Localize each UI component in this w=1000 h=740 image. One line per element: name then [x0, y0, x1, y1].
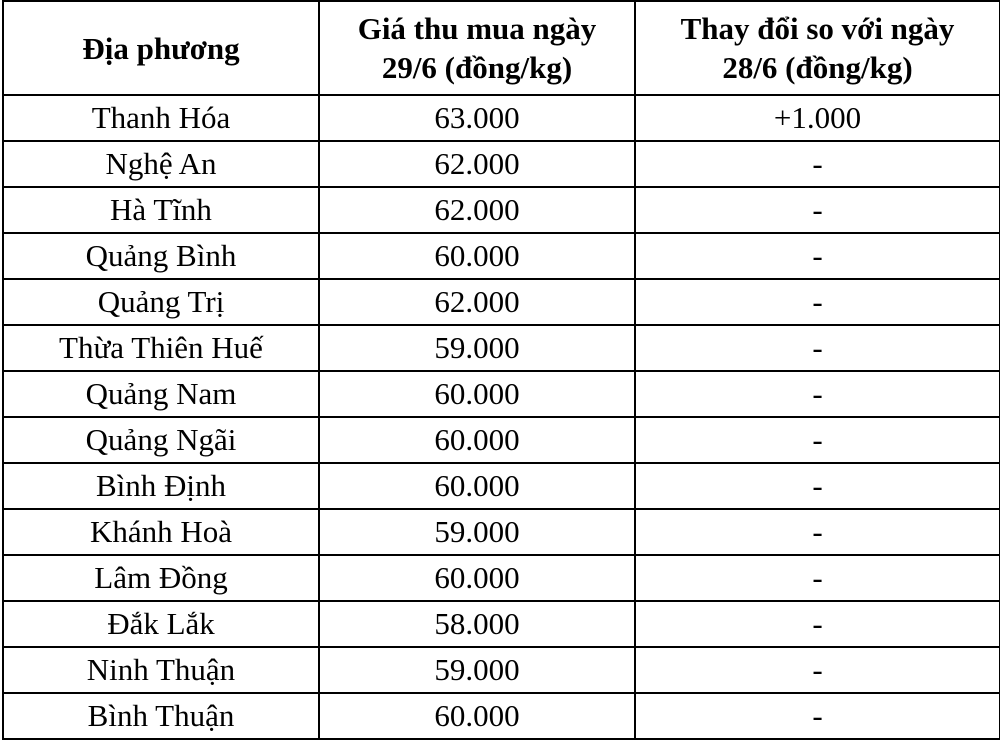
table-row — [3, 187, 1000, 233]
table-row — [3, 693, 1000, 739]
cell-change: - — [635, 693, 1000, 739]
table-row — [3, 509, 1000, 555]
cell-change: - — [635, 509, 1000, 555]
cell-region: Quảng Trị — [3, 279, 319, 325]
header-region-label: Địa phương — [82, 30, 240, 66]
table-row — [3, 233, 1000, 279]
table-row — [3, 463, 1000, 509]
table-header — [3, 1, 1000, 95]
header-change-line1: Thay đổi so với ngày — [680, 11, 955, 46]
cell-price: 60.000 — [319, 463, 635, 509]
cell-change: - — [635, 233, 1000, 279]
cell-region: Ninh Thuận — [3, 647, 319, 693]
cell-region: Quảng Nam — [3, 371, 319, 417]
cell-region: Lâm Đồng — [3, 555, 319, 601]
header-region — [3, 1, 319, 95]
cell-price: 59.000 — [319, 647, 635, 693]
header-change-line2: 28/6 (đồng/kg) — [722, 50, 913, 85]
cell-price: 60.000 — [319, 555, 635, 601]
cell-change: - — [635, 371, 1000, 417]
cell-region: Hà Tĩnh — [3, 187, 319, 233]
table-row — [3, 279, 1000, 325]
table-row — [3, 555, 1000, 601]
cell-change: - — [635, 417, 1000, 463]
cell-price: 59.000 — [319, 325, 635, 371]
cell-change: - — [635, 141, 1000, 187]
cell-price: 62.000 — [319, 279, 635, 325]
cell-change: +1.000 — [635, 95, 1000, 141]
cell-region: Đắk Lắk — [3, 601, 319, 647]
cell-change: - — [635, 647, 1000, 693]
cell-region: Quảng Ngãi — [3, 417, 319, 463]
cell-change: - — [635, 601, 1000, 647]
cell-price: 60.000 — [319, 233, 635, 279]
cell-region: Nghệ An — [3, 141, 319, 187]
cell-change: - — [635, 555, 1000, 601]
table-row — [3, 325, 1000, 371]
cell-change: - — [635, 187, 1000, 233]
header-price-line2: 29/6 (đồng/kg) — [381, 50, 573, 85]
cell-price: 60.000 — [319, 371, 635, 417]
cell-price: 58.000 — [319, 601, 635, 647]
header-price — [319, 1, 635, 95]
header-row — [3, 1, 1000, 95]
cell-price: 59.000 — [319, 509, 635, 555]
cell-region: Quảng Bình — [3, 233, 319, 279]
table-row — [3, 371, 1000, 417]
cell-region: Thừa Thiên Huế — [3, 325, 319, 371]
cell-region: Thanh Hóa — [3, 95, 319, 141]
cell-change: - — [635, 279, 1000, 325]
header-price-line1: Giá thu mua ngày — [357, 11, 597, 46]
table-row — [3, 647, 1000, 693]
pig-price-table — [2, 0, 1000, 740]
cell-change: - — [635, 325, 1000, 371]
table-row — [3, 417, 1000, 463]
cell-region: Bình Định — [3, 463, 319, 509]
cell-price: 60.000 — [319, 693, 635, 739]
cell-change: - — [635, 463, 1000, 509]
table-body — [3, 95, 1000, 739]
cell-price: 62.000 — [319, 187, 635, 233]
cell-region: Khánh Hoà — [3, 509, 319, 555]
table-row — [3, 95, 1000, 141]
cell-region: Bình Thuận — [3, 693, 319, 739]
cell-price: 60.000 — [319, 417, 635, 463]
cell-price: 63.000 — [319, 95, 635, 141]
cell-price: 62.000 — [319, 141, 635, 187]
header-change — [635, 1, 1000, 95]
table-row — [3, 601, 1000, 647]
table-row — [3, 141, 1000, 187]
